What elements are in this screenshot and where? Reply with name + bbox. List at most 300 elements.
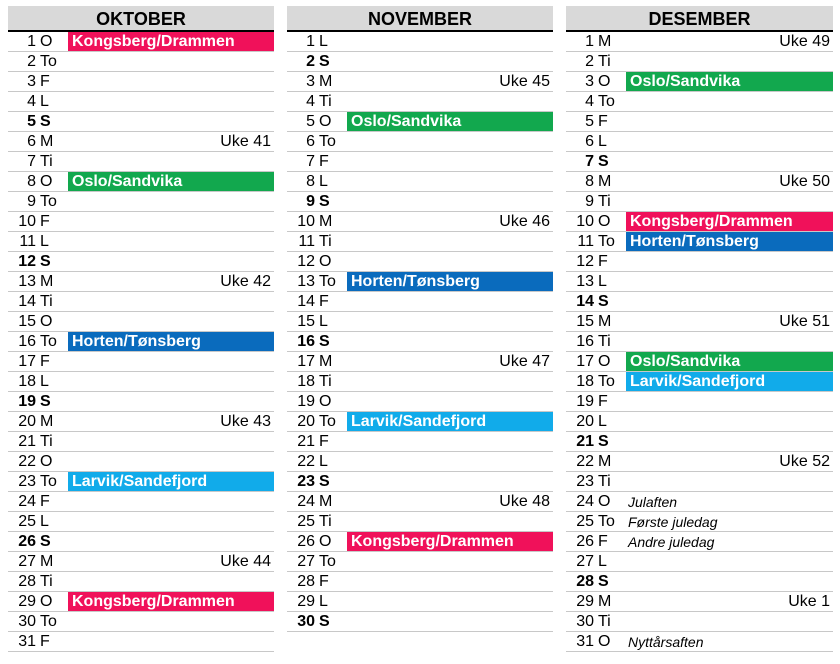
weekday-label: Ti — [598, 53, 611, 70]
week-number: Uke 44 — [220, 553, 271, 570]
day-number: 10 — [576, 213, 594, 230]
weekday-label: M — [598, 313, 612, 330]
day-number: 14 — [297, 293, 315, 310]
week-number: Uke 47 — [499, 353, 550, 370]
weekday-label: F — [598, 533, 608, 550]
event-label: Horten/Tønsberg — [626, 232, 833, 251]
day-number: 31 — [18, 633, 36, 650]
day-number: 30 — [297, 613, 315, 630]
holiday-label: Andre juledag — [628, 534, 715, 550]
week-number: Uke 45 — [499, 73, 550, 90]
weekday-label: F — [319, 573, 329, 590]
weekday-label: O — [598, 633, 611, 650]
day-row — [287, 392, 553, 412]
day-number: 8 — [27, 173, 36, 190]
weekday-label: To — [598, 93, 615, 110]
day-row — [566, 112, 833, 132]
day-number: 20 — [18, 413, 36, 430]
day-row — [8, 372, 274, 392]
weekday-label: F — [40, 73, 50, 90]
day-number: 27 — [18, 553, 36, 570]
day-number: 19 — [297, 393, 315, 410]
day-number: 9 — [585, 193, 594, 210]
event-label: Kongsberg/Drammen — [347, 532, 553, 551]
day-number: 25 — [576, 513, 594, 530]
day-row — [8, 272, 274, 292]
holiday-label: Nyttårsaften — [628, 634, 704, 650]
day-row — [287, 612, 553, 632]
day-row — [566, 192, 833, 212]
day-row — [566, 552, 833, 572]
weekday-label: F — [319, 153, 329, 170]
day-row — [8, 52, 274, 72]
weekday-label: Ti — [598, 333, 611, 350]
day-row — [287, 552, 553, 572]
day-row — [8, 432, 274, 452]
day-row — [8, 172, 274, 192]
day-number: 29 — [297, 593, 315, 610]
day-row — [287, 212, 553, 232]
day-row — [8, 412, 274, 432]
day-number: 26 — [297, 533, 315, 550]
weekday-label: O — [598, 493, 611, 510]
weekday-label: To — [40, 613, 57, 630]
day-number: 18 — [297, 373, 315, 390]
weekday-label: F — [40, 213, 50, 230]
day-row — [566, 372, 833, 392]
weekday-label: To — [40, 193, 57, 210]
day-number: 1 — [27, 33, 36, 50]
weekday-label: To — [40, 473, 57, 490]
weekday-label: F — [319, 293, 329, 310]
weekday-label: Ti — [40, 153, 53, 170]
day-row — [566, 452, 833, 472]
day-number: 22 — [297, 453, 315, 470]
event-label: Larvik/Sandefjord — [68, 472, 274, 491]
day-row — [8, 92, 274, 112]
day-number: 26 — [576, 533, 594, 550]
day-row — [287, 512, 553, 532]
event-label: Larvik/Sandefjord — [347, 412, 553, 431]
day-number: 31 — [576, 633, 594, 650]
weekday-label: M — [598, 453, 612, 470]
day-row — [566, 592, 833, 612]
day-number: 30 — [576, 613, 594, 630]
day-row — [566, 232, 833, 252]
weekday-label: M — [319, 493, 333, 510]
day-row — [8, 512, 274, 532]
day-row — [566, 472, 833, 492]
day-number: 3 — [27, 73, 36, 90]
weekday-label: L — [319, 313, 328, 330]
weekday-label: F — [40, 353, 50, 370]
weekday-label: S — [40, 533, 51, 550]
weekday-label: L — [40, 373, 49, 390]
day-number: 2 — [585, 53, 594, 70]
weekday-label: O — [598, 353, 611, 370]
day-row — [287, 92, 553, 112]
week-number: Uke 49 — [779, 33, 830, 50]
day-row — [287, 232, 553, 252]
day-number: 16 — [576, 333, 594, 350]
day-row — [287, 52, 553, 72]
weekday-label: O — [40, 453, 53, 470]
day-row — [287, 432, 553, 452]
day-number: 5 — [306, 113, 315, 130]
day-number: 23 — [576, 473, 594, 490]
day-row — [287, 452, 553, 472]
week-number: Uke 42 — [220, 273, 271, 290]
month-header: NOVEMBER — [287, 6, 553, 32]
weekday-label: O — [319, 533, 332, 550]
day-row — [8, 152, 274, 172]
day-number: 10 — [297, 213, 315, 230]
day-number: 14 — [576, 293, 594, 310]
weekday-label: S — [40, 253, 51, 270]
day-number: 3 — [585, 73, 594, 90]
weekday-label: L — [40, 233, 49, 250]
day-list — [287, 32, 553, 632]
day-number: 17 — [18, 353, 36, 370]
weekday-label: S — [40, 393, 51, 410]
day-number: 7 — [306, 153, 315, 170]
day-row — [8, 132, 274, 152]
day-row — [8, 472, 274, 492]
day-number: 25 — [18, 513, 36, 530]
weekday-label: To — [598, 513, 615, 530]
day-row — [287, 72, 553, 92]
weekday-label: L — [598, 273, 607, 290]
day-row — [287, 352, 553, 372]
day-row — [566, 532, 833, 552]
weekday-label: L — [319, 173, 328, 190]
weekday-label: Ti — [319, 233, 332, 250]
month-column-oktober — [8, 6, 274, 652]
day-number: 14 — [18, 293, 36, 310]
weekday-label: To — [40, 333, 57, 350]
weekday-label: F — [598, 393, 608, 410]
day-row — [8, 532, 274, 552]
day-number: 24 — [576, 493, 594, 510]
day-row — [8, 252, 274, 272]
day-row — [566, 252, 833, 272]
day-number: 8 — [306, 173, 315, 190]
day-number: 21 — [18, 433, 36, 450]
day-row — [287, 412, 553, 432]
day-number: 23 — [297, 473, 315, 490]
week-number: Uke 1 — [788, 593, 830, 610]
day-number: 24 — [18, 493, 36, 510]
day-row — [566, 212, 833, 232]
holiday-label: Første juledag — [628, 514, 718, 530]
day-row — [287, 292, 553, 312]
day-row — [566, 412, 833, 432]
week-number: Uke 48 — [499, 493, 550, 510]
day-row — [287, 532, 553, 552]
day-row — [287, 132, 553, 152]
day-row — [566, 172, 833, 192]
weekday-label: To — [319, 413, 336, 430]
weekday-label: Ti — [598, 473, 611, 490]
week-number: Uke 46 — [499, 213, 550, 230]
weekday-label: To — [319, 273, 336, 290]
day-row — [8, 212, 274, 232]
event-label: Kongsberg/Drammen — [626, 212, 833, 231]
day-number: 10 — [18, 213, 36, 230]
day-number: 27 — [297, 553, 315, 570]
day-row — [287, 572, 553, 592]
day-row — [566, 432, 833, 452]
weekday-label: O — [319, 253, 332, 270]
day-row — [8, 292, 274, 312]
weekday-label: S — [598, 573, 609, 590]
weekday-label: S — [598, 433, 609, 450]
day-number: 26 — [18, 533, 36, 550]
day-number: 2 — [27, 53, 36, 70]
day-number: 9 — [306, 193, 315, 210]
weekday-label: To — [319, 553, 336, 570]
event-label: Horten/Tønsberg — [68, 332, 274, 351]
day-number: 4 — [27, 93, 36, 110]
day-number: 4 — [306, 93, 315, 110]
day-row — [8, 492, 274, 512]
day-number: 20 — [576, 413, 594, 430]
day-number: 7 — [585, 153, 594, 170]
weekday-label: M — [598, 593, 612, 610]
weekday-label: Ti — [40, 293, 53, 310]
day-number: 6 — [585, 133, 594, 150]
day-row — [8, 452, 274, 472]
day-number: 2 — [306, 53, 315, 70]
weekday-label: To — [598, 373, 615, 390]
day-number: 4 — [585, 93, 594, 110]
weekday-label: Ti — [319, 93, 332, 110]
day-row — [8, 572, 274, 592]
weekday-label: L — [40, 93, 49, 110]
day-row — [287, 152, 553, 172]
day-number: 22 — [18, 453, 36, 470]
weekday-label: M — [319, 73, 333, 90]
weekday-label: S — [319, 193, 330, 210]
day-number: 13 — [18, 273, 36, 290]
day-number: 7 — [27, 153, 36, 170]
weekday-label: To — [40, 53, 57, 70]
day-row — [566, 572, 833, 592]
day-row — [287, 32, 553, 52]
day-number: 16 — [18, 333, 36, 350]
day-number: 19 — [18, 393, 36, 410]
weekday-label: S — [319, 473, 330, 490]
weekday-label: To — [598, 233, 615, 250]
weekday-label: S — [319, 53, 330, 70]
day-row — [566, 312, 833, 332]
day-row — [566, 612, 833, 632]
day-row — [566, 52, 833, 72]
day-number: 5 — [585, 113, 594, 130]
day-number: 23 — [18, 473, 36, 490]
weekday-label: L — [319, 33, 328, 50]
day-number: 1 — [306, 33, 315, 50]
day-row — [566, 352, 833, 372]
weekday-label: M — [40, 553, 54, 570]
event-label: Oslo/Sandvika — [626, 72, 833, 91]
day-number: 11 — [577, 233, 594, 250]
weekday-label: M — [598, 173, 612, 190]
weekday-label: L — [598, 553, 607, 570]
day-row — [287, 372, 553, 392]
holiday-label: Julaften — [628, 494, 678, 510]
month-column-november — [287, 6, 553, 632]
event-label: Oslo/Sandvika — [347, 112, 553, 131]
weekday-label: M — [319, 213, 333, 230]
weekday-label: M — [40, 133, 54, 150]
day-number: 5 — [27, 113, 36, 130]
event-label: Kongsberg/Drammen — [68, 592, 274, 611]
day-row — [287, 272, 553, 292]
day-number: 8 — [585, 173, 594, 190]
weekday-label: F — [598, 113, 608, 130]
day-number: 16 — [297, 333, 315, 350]
weekday-label: L — [319, 593, 328, 610]
day-row — [566, 72, 833, 92]
event-label: Horten/Tønsberg — [347, 272, 553, 291]
weekday-label: S — [598, 293, 609, 310]
day-row — [287, 592, 553, 612]
day-row — [287, 192, 553, 212]
day-row — [8, 32, 274, 52]
weekday-label: Ti — [40, 433, 53, 450]
month-header: OKTOBER — [8, 6, 274, 32]
month-column-desember — [566, 6, 833, 652]
event-label: Oslo/Sandvika — [626, 352, 833, 371]
day-row — [566, 32, 833, 52]
day-number: 25 — [297, 513, 315, 530]
weekday-label: Ti — [319, 373, 332, 390]
weekday-label: L — [40, 513, 49, 530]
day-row — [8, 72, 274, 92]
day-row — [287, 172, 553, 192]
day-number: 12 — [576, 253, 594, 270]
day-number: 17 — [297, 353, 315, 370]
weekday-label: F — [598, 253, 608, 270]
day-number: 28 — [576, 573, 594, 590]
day-number: 27 — [576, 553, 594, 570]
day-row — [8, 192, 274, 212]
day-row — [566, 132, 833, 152]
day-row — [566, 92, 833, 112]
day-number: 17 — [576, 353, 594, 370]
day-number: 13 — [576, 273, 594, 290]
day-row — [8, 552, 274, 572]
weekday-label: O — [40, 173, 53, 190]
week-number: Uke 41 — [220, 133, 271, 150]
day-number: 15 — [576, 313, 594, 330]
weekday-label: S — [319, 333, 330, 350]
day-row — [287, 332, 553, 352]
weekday-label: O — [598, 213, 611, 230]
weekday-label: S — [598, 153, 609, 170]
weekday-label: O — [319, 113, 332, 130]
day-row — [566, 272, 833, 292]
day-number: 29 — [576, 593, 594, 610]
day-number: 12 — [18, 253, 36, 270]
day-number: 20 — [297, 413, 315, 430]
day-number: 15 — [297, 313, 315, 330]
weekday-label: O — [598, 73, 611, 90]
day-number: 22 — [576, 453, 594, 470]
day-number: 11 — [298, 233, 315, 250]
weekday-label: F — [319, 433, 329, 450]
day-row — [566, 292, 833, 312]
day-row — [8, 312, 274, 332]
day-row — [566, 332, 833, 352]
weekday-label: M — [40, 413, 54, 430]
week-number: Uke 43 — [220, 413, 271, 430]
day-number: 12 — [297, 253, 315, 270]
week-number: Uke 51 — [779, 313, 830, 330]
weekday-label: F — [40, 633, 50, 650]
day-row — [287, 492, 553, 512]
day-number: 9 — [27, 193, 36, 210]
day-row — [8, 612, 274, 632]
event-label: Kongsberg/Drammen — [68, 32, 274, 51]
day-row — [8, 592, 274, 612]
day-number: 21 — [576, 433, 594, 450]
weekday-label: S — [319, 613, 330, 630]
day-number: 15 — [18, 313, 36, 330]
day-number: 13 — [297, 273, 315, 290]
weekday-label: To — [319, 133, 336, 150]
day-row — [566, 492, 833, 512]
weekday-label: O — [40, 33, 53, 50]
week-number: Uke 50 — [779, 173, 830, 190]
day-row — [287, 252, 553, 272]
weekday-label: S — [40, 113, 51, 130]
day-row — [8, 112, 274, 132]
weekday-label: M — [598, 33, 612, 50]
day-number: 19 — [576, 393, 594, 410]
day-row — [287, 472, 553, 492]
weekday-label: L — [319, 453, 328, 470]
weekday-label: Ti — [40, 573, 53, 590]
weekday-label: O — [319, 393, 332, 410]
week-number: Uke 52 — [779, 453, 830, 470]
weekday-label: Ti — [319, 513, 332, 530]
day-row — [287, 112, 553, 132]
day-row — [8, 392, 274, 412]
day-number: 18 — [576, 373, 594, 390]
day-row — [566, 152, 833, 172]
day-number: 28 — [297, 573, 315, 590]
day-number: 29 — [18, 593, 36, 610]
day-number: 6 — [27, 133, 36, 150]
day-row — [8, 352, 274, 372]
weekday-label: O — [40, 313, 53, 330]
weekday-label: F — [40, 493, 50, 510]
day-row — [8, 632, 274, 652]
day-number: 3 — [306, 73, 315, 90]
weekday-label: Ti — [598, 613, 611, 630]
weekday-label: L — [598, 413, 607, 430]
day-number: 30 — [18, 613, 36, 630]
day-row — [566, 392, 833, 412]
weekday-label: M — [319, 353, 333, 370]
month-header: DESEMBER — [566, 6, 833, 32]
day-row — [287, 312, 553, 332]
weekday-label: L — [598, 133, 607, 150]
weekday-label: O — [40, 593, 53, 610]
day-row — [566, 512, 833, 532]
